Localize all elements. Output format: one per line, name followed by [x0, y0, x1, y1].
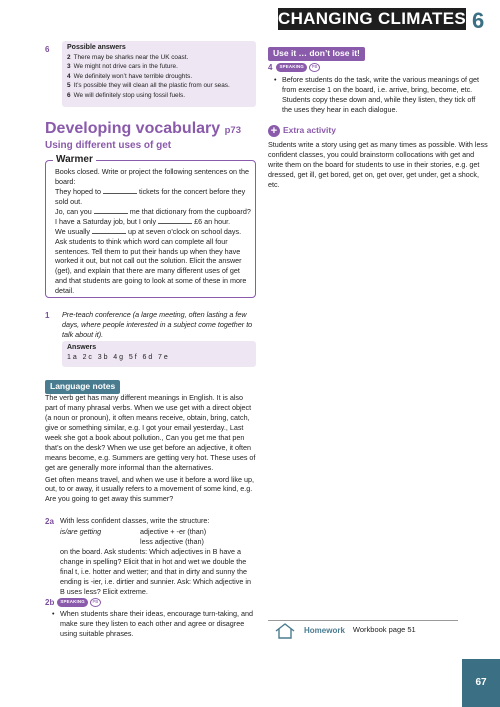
possible-answers-box: [62, 41, 256, 107]
unit-title-banner: [278, 8, 466, 30]
answer-line: 6 We will definitely stop using fossil fuels.: [67, 92, 185, 100]
unit-number: 6: [472, 8, 485, 33]
exercise-1-answers-box: [62, 341, 256, 367]
answer-line: 4 We definitely won’t have terrible droughts.: [67, 72, 193, 80]
language-notes-label: Language notes: [45, 380, 120, 394]
structure-col2: adjective + -er (than) less adjective (than): [140, 527, 207, 546]
language-notes-paragraph: Get often means travel, and when we use it before a word like up, out, to or away, it usually refers to a movement of some kind, e.g. Are you going to get away this summer?: [45, 474, 254, 504]
exercise-2a-intro: With less confident classes, write the structure:: [60, 516, 210, 525]
exercise-1-number: 1: [45, 311, 50, 320]
phrasebook-icon: PB: [309, 63, 320, 72]
warmer-sentence: They hoped to tickets for the concert before they sold out.: [55, 186, 246, 206]
exercise-4-number: 4: [268, 63, 273, 72]
section-page-ref: p73: [224, 125, 241, 136]
exercise-1-text: Pre-teach conference (a large meeting, often lasting a few days, where people interested in a subject come together to talk about it).: [62, 310, 253, 339]
unit-title: CHANGING CLIMATES: [278, 9, 466, 29]
phrasebook-icon: PB: [90, 598, 101, 607]
speaking-badge: [57, 598, 101, 607]
page-number: 67: [462, 659, 500, 707]
warmer-instructions: Ask students to think which word can complete all four sentences. Tell them to put their hands up when they have worked it out, but not call out the solution. Elicit the answer (get), and explain that there are many different uses of get and that students are going to look at some of these in more detail.: [55, 236, 247, 296]
possible-answers-title: Possible answers: [67, 44, 126, 51]
answer-line: 2 There may be sharks near the UK coast.: [67, 53, 189, 61]
plus-icon: +: [268, 125, 280, 137]
warmer-sentence: Jo, can you me that dictionary from the cupboard?: [55, 206, 251, 216]
exercise-4-head: [268, 62, 320, 73]
use-it-label: Use it … don’t lose it!: [268, 47, 365, 61]
house-icon: [274, 623, 296, 639]
structure-col1: is/are getting: [60, 527, 102, 536]
homework-label: Homework: [304, 625, 345, 635]
speaking-tag: SPEAKING: [276, 63, 307, 71]
exercise-2a-number: 2a: [45, 517, 54, 526]
warmer-content: [55, 167, 251, 296]
exercise-2a-body: on the board. Ask students: Which adjectives in B have a change in spelling? Elicit that in hot and wet we double the final t, i.e. hotter and wetter; and that in dirty and sunny the ending is -ier, i.e. dirtier and sunnier. Ask: Which adjective in B uses less? Elicit extreme.: [60, 547, 251, 596]
warmer-label: Warmer: [53, 153, 96, 167]
extra-activity-body: Students write a story using get as many times as possible. With less confident classes, you could brainstorm collocations with get and write them on the board for students to use in their stories, e.g. get dressed, get ill, get bored, get on, get over, get under, get a shock, etc.: [268, 140, 488, 189]
answer-line: 3 We might not drive cars in the future.: [67, 63, 178, 71]
homework-text: Workbook page 51: [352, 625, 416, 635]
answers-title: Answers: [67, 344, 97, 351]
homework-box: [268, 620, 458, 640]
exercise-2b-number: 2b: [45, 598, 55, 607]
speaking-tag: SPEAKING: [57, 598, 88, 606]
exercise-2b-head: [45, 597, 101, 608]
warmer-sentence: We usually up at seven o’clock on school days.: [55, 226, 242, 236]
answer-line: 5 It’s possible they will clean all the plastic from our seas.: [67, 82, 230, 90]
exercise-2b-bullet: • When students share their ideas, encourage turn-taking, and make sure they listen to each other and agree or disagree using suitable phrases.: [60, 609, 256, 639]
answers-line: 1 a 2 c 3 b 4 g 5 f 6 d 7 e: [67, 353, 168, 361]
section-subtitle: Using different uses of get: [45, 140, 172, 151]
language-notes-paragraph: The verb get has many different meanings in English. It is also part of many phrasal verbs. When we use get with a direct object (a noun or pronoun), it often means receive, obtain, bring, catch, give or something similar, e.g. I got your email yesterday., Last week she got a book about pollution., Can you get me that pen that’s on the desk? When we use get before an adjective, it often means become, e.g. Summers are getting very hot. These uses of get are generally more informal than the alternatives.: [45, 393, 256, 472]
exercise-4-bullet: • Before students do the task, write the various meanings of get from exercise 1 on the board, i.e. arrive, bring, become, etc. Students copy these down and, while they listen, they tick off the uses they hear in each dialogue.: [282, 75, 487, 115]
exercise-6-number: 6: [45, 45, 50, 54]
warmer-sentence: I have a Saturday job, but I only £6 an hour.: [55, 216, 231, 226]
language-notes-content: [45, 393, 257, 504]
extra-activity-label: Extra activity: [283, 125, 336, 136]
extra-activity-head: [268, 125, 336, 137]
section-title: Developing vocabulary p73: [45, 120, 241, 137]
speaking-badge: [276, 63, 320, 72]
warmer-intro: Books closed. Write or project the following sentences on the board:: [55, 167, 250, 186]
